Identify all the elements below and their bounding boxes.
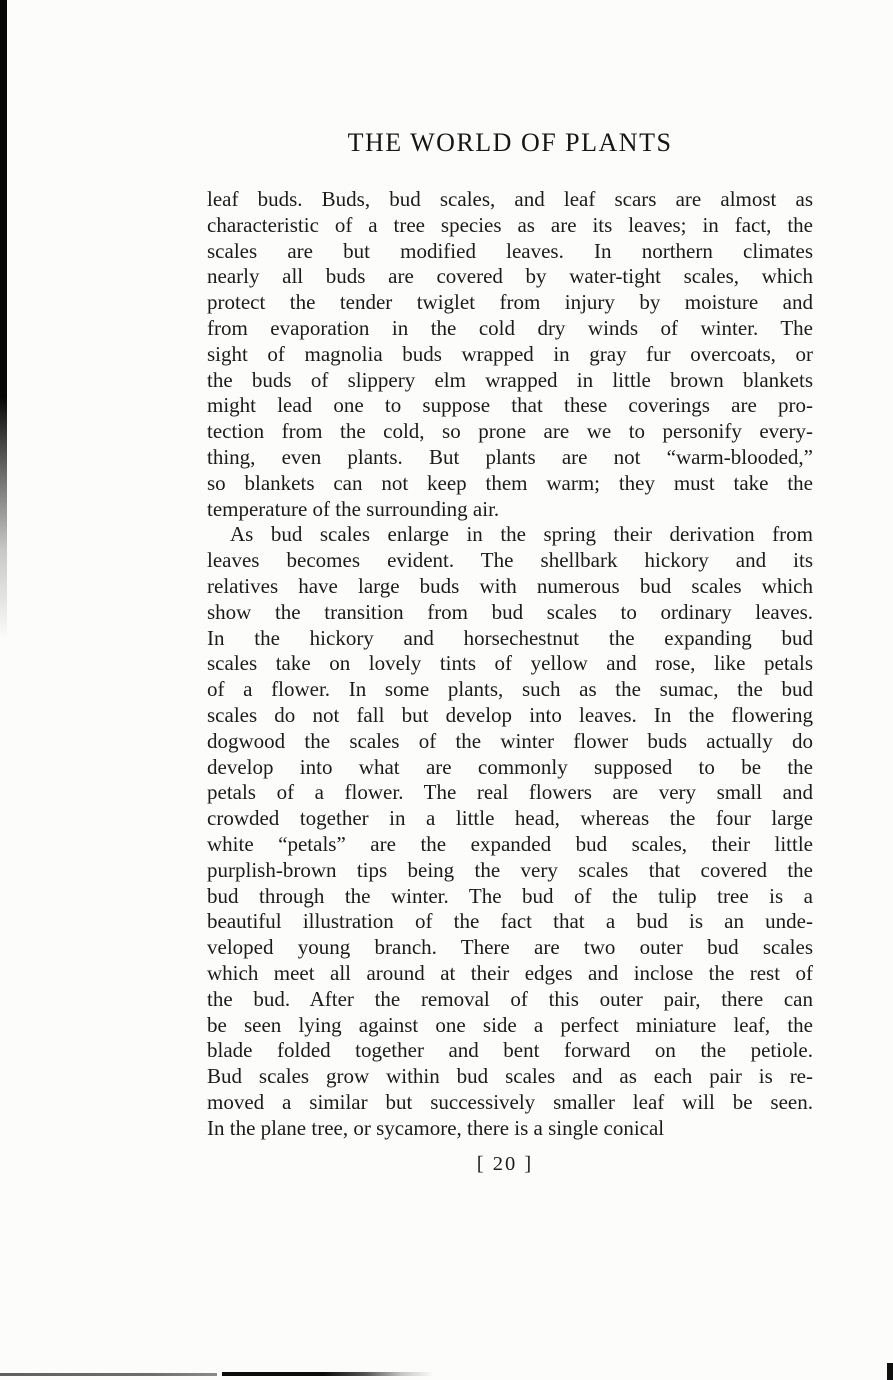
text-line: veloped young branch. There are two outer bud scales (207, 935, 813, 960)
scan-artifact-bottom-line-black (222, 1372, 434, 1376)
text-line: In the plane tree, or sycamore, there is a single conical (207, 1115, 665, 1140)
text-line: tection from the cold, so prone are we to personify every- (207, 419, 813, 444)
text-line: so blankets can not keep them warm; they must take the (207, 470, 813, 495)
text-line: bud through the winter. The bud of the tulip tree is a (207, 883, 813, 908)
text-line: show the transition from bud scales to ordinary leaves. (207, 599, 813, 624)
page-number: [ 20 ] (476, 1153, 534, 1175)
text-line: sight of magnolia buds wrapped in gray fur overcoats, or (207, 341, 813, 366)
text-line: relatives have large buds with numerous bud scales which (207, 573, 813, 598)
body-text (207, 187, 813, 1141)
text-line: petals of a flower. The real flowers are very small and (207, 780, 813, 805)
text-line: crowded together in a little head, whereas the four large (207, 806, 813, 831)
scan-artifact-corner-mark (887, 1363, 893, 1380)
text-line: As bud scales enlarge in the spring their derivation from (230, 522, 813, 547)
text-line: nearly all buds are covered by water-tight scales, which (207, 264, 813, 289)
text-line: characteristic of a tree species as are its leaves; in fact, the (207, 212, 813, 237)
text-line: the bud. After the removal of this outer pair, there can (207, 986, 813, 1011)
text-line: be seen lying against one side a perfect miniature leaf, the (207, 1012, 813, 1037)
text-line: In the hickory and horsechestnut the expanding bud (207, 625, 813, 650)
text-line: protect the tender twiglet from injury by moisture and (207, 290, 813, 315)
text-line: develop into what are commonly supposed to be the (207, 754, 813, 779)
text-line: leaf buds. Buds, bud scales, and leaf scars are almost as (207, 187, 813, 211)
text-line: might lead one to suppose that these coverings are pro- (207, 393, 813, 418)
text-line: white “petals” are the expanded bud scales, their little (207, 831, 813, 856)
text-line: thing, even plants. But plants are not “warm-blooded,” (207, 444, 813, 469)
text-line: dogwood the scales of the winter flower buds actually do (207, 728, 813, 753)
text-line: of a flower. In some plants, such as the sumac, the bud (207, 677, 813, 702)
page-title: THE WORLD OF PLANTS (347, 128, 673, 157)
text-line: moved a similar but successively smaller leaf will be seen. (207, 1089, 813, 1114)
scan-artifact-left-edge (0, 0, 7, 640)
text-line: scales do not fall but develop into leaves. In the flowering (207, 702, 813, 727)
text-line: purplish-brown tips being the very scales that covered the (207, 857, 813, 882)
text-line: leaves becomes evident. The shellbark hickory and its (207, 548, 813, 573)
text-line: scales take on lovely tints of yellow and rose, like petals (207, 651, 813, 676)
text-line: temperature of the surrounding air. (207, 496, 500, 521)
scan-artifact-bottom-line-gray (0, 1373, 217, 1376)
text-line: which meet all around at their edges and inclose the rest of (207, 960, 813, 985)
text-line: Bud scales grow within bud scales and as each pair is re- (207, 1064, 813, 1089)
text-line: blade folded together and bent forward on the petiole. (207, 1038, 813, 1063)
text-line: scales are but modified leaves. In northern climates (207, 238, 813, 263)
text-line: beautiful illustration of the fact that a bud is an unde- (207, 909, 813, 934)
text-line: from evaporation in the cold dry winds of winter. The (207, 315, 813, 340)
text-line: the buds of slippery elm wrapped in little brown blankets (207, 367, 813, 392)
